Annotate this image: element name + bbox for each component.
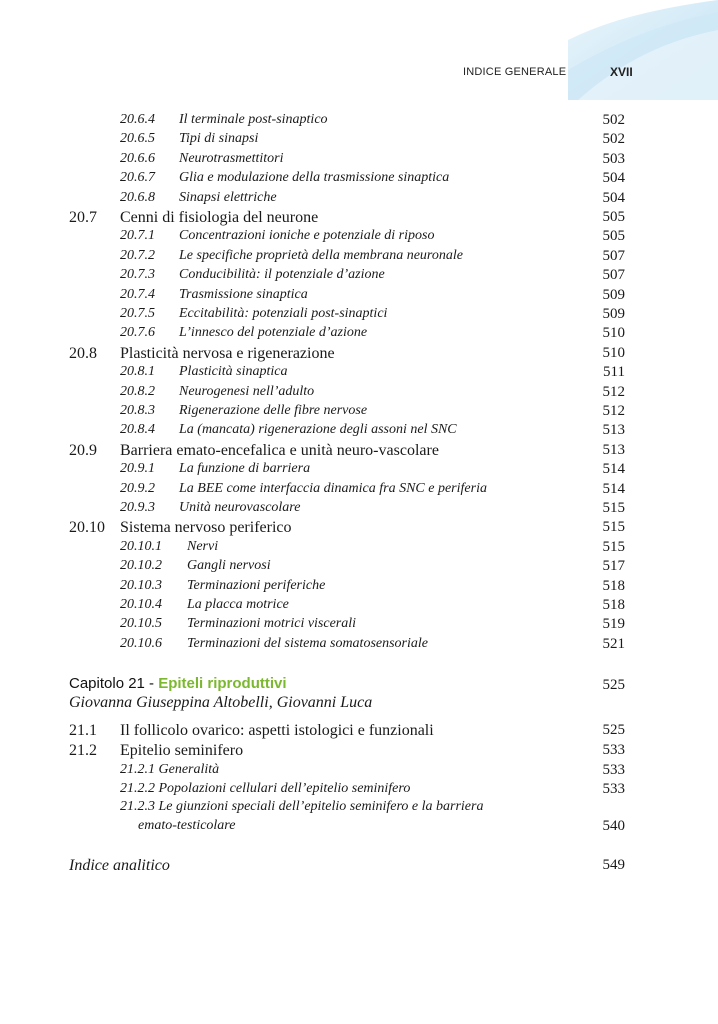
toc-entry	[0, 722, 718, 742]
toc-entry-title: Concentrazioni ioniche e potenziale di riposo	[179, 228, 435, 244]
chapter-page-number: 525	[602, 677, 625, 693]
toc-entry	[0, 267, 718, 287]
toc-entry-number: 20.10.6	[120, 635, 162, 651]
toc-entry-page: 533	[602, 742, 625, 758]
toc-entry	[0, 558, 718, 578]
toc-entry-number: 20.6.8	[120, 189, 155, 205]
toc-entry	[0, 481, 718, 501]
toc-entry-page: 549	[602, 857, 625, 873]
toc-entry-page: 504	[602, 170, 625, 187]
toc-entry-number: 20.7.5	[120, 306, 155, 321]
toc-entry	[0, 248, 718, 268]
toc-entry-page: 510	[602, 344, 625, 361]
toc-entry-page: 509	[602, 306, 625, 322]
toc-entry-index	[0, 857, 718, 877]
toc-entry-page: 515	[602, 500, 625, 516]
toc-entry-title: Terminazioni periferiche	[187, 577, 326, 593]
toc-entry	[0, 112, 718, 132]
toc-entry-number: 20.10.2	[120, 558, 162, 574]
toc-entry	[0, 325, 718, 345]
toc-entry-number: 20.8	[69, 344, 97, 362]
toc-entry-page: 515	[602, 538, 625, 555]
toc-entry-title: Conducibilità: il potenziale d’azione	[179, 267, 385, 283]
toc-entry-page: 513	[602, 422, 625, 439]
toc-entry-page: 510	[602, 325, 625, 342]
toc-entry	[0, 131, 718, 151]
toc-entry-page: 518	[602, 597, 625, 613]
toc-entry	[0, 781, 718, 801]
toc-entry-title: La funzione di barriera	[179, 461, 311, 477]
toc-entry-page: 519	[602, 616, 625, 633]
toc-entry	[0, 345, 718, 365]
toc-entry-page: 533	[602, 762, 625, 778]
toc-entry-page: 505	[602, 228, 625, 245]
toc-entry-number: 20.7.2	[120, 247, 155, 263]
toc-entry-page: 514	[602, 480, 625, 497]
toc-entry-number: 20.10.1	[120, 538, 162, 554]
toc-entry	[0, 209, 718, 229]
toc-entry-title: Neurotrasmettitori	[179, 150, 284, 166]
toc-entry	[0, 818, 718, 838]
toc-entry-title: Il follicolo ovarico: aspetti istologici e funzionali	[120, 722, 434, 739]
toc-entry-title: Le specifiche proprietà della membrana neuronale	[179, 247, 463, 263]
running-header	[0, 64, 718, 84]
toc-entry-title: Epitelio seminifero	[120, 742, 244, 759]
toc-entry-title: Rigenerazione delle fibre nervose	[179, 403, 368, 418]
toc-entry-number: 20.6.6	[120, 150, 155, 166]
toc-entry-page: 515	[602, 519, 625, 536]
toc-entry-number: 20.8.1	[120, 364, 155, 380]
toc-entry-page: 507	[602, 247, 625, 264]
toc-entry-number: 20.9.1	[120, 461, 155, 477]
toc-entry-title: Nervi	[187, 538, 219, 554]
toc-entry-number: 20.9	[69, 441, 97, 459]
toc-entry	[0, 500, 718, 520]
toc-entry-number: 20.10.4	[120, 597, 162, 612]
toc-entry-page: 511	[603, 364, 625, 381]
toc-entry-page: 512	[602, 383, 625, 400]
toc-entry-page: 514	[602, 461, 625, 478]
toc-entry-number: 21.1	[69, 722, 97, 739]
toc-entry-number: 20.8.4	[120, 422, 155, 438]
toc-entry-title: Barriera emato-encefalica e unità neuro-vascolare	[120, 441, 439, 459]
toc-entry-number: 20.8.2	[120, 383, 155, 399]
toc-entry-number: 20.10	[69, 519, 105, 537]
chapter-title: Epiteli riproduttivi	[158, 675, 287, 692]
toc-entry-number: 20.7.4	[120, 286, 155, 302]
toc-entry-page: 504	[602, 189, 625, 206]
toc-entry-number: 20.10.5	[120, 616, 162, 632]
toc-entry-number: 20.6.7	[120, 170, 155, 186]
toc-entry-page: 521	[602, 635, 625, 652]
toc-entry-page: 517	[602, 558, 625, 575]
toc-entry-page: 502	[602, 112, 625, 128]
toc-entry-title: Plasticità sinaptica	[179, 364, 288, 380]
toc-entry	[0, 442, 718, 462]
toc-entry	[0, 616, 718, 636]
toc-entry-page: 513	[602, 441, 625, 458]
toc-entry-title: 21.2.1 Generalità	[120, 762, 220, 777]
decorative-wave-graphic	[568, 0, 718, 100]
toc-entry-title: Indice analitico	[69, 857, 170, 874]
toc-entry-title: Plasticità nervosa e rigenerazione	[120, 344, 335, 362]
toc-entry-title: Tipi di sinapsi	[179, 131, 259, 147]
toc-entry-number: 20.7.6	[120, 325, 155, 341]
toc-entry	[0, 799, 718, 819]
toc-entry	[0, 151, 718, 171]
toc-entry	[0, 636, 718, 656]
toc-entry-number: 20.6.4	[120, 112, 155, 127]
toc-entry-title: Sinapsi elettriche	[179, 189, 277, 205]
toc-entry-number: 20.9.3	[120, 500, 155, 515]
toc-entry-page: 518	[602, 577, 625, 594]
chapter-prefix: Capitolo 21 -	[69, 675, 159, 692]
toc-entry-title: Sistema nervoso periferico	[120, 519, 292, 537]
toc-entry-title: Gangli nervosi	[187, 558, 271, 574]
toc-entry-page: 505	[602, 209, 625, 225]
toc-entry-title: emato-testicolare	[138, 818, 236, 833]
toc-entry	[0, 597, 718, 617]
toc-entry	[0, 170, 718, 190]
toc-entry-number: 20.6.5	[120, 131, 155, 147]
toc-entry-page: 540	[602, 818, 625, 834]
chapter-authors: Giovanna Giuseppina Altobelli, Giovanni Luca	[69, 694, 373, 711]
toc-entry-page: 533	[602, 781, 625, 797]
toc-entry-number: 20.7	[69, 209, 97, 226]
toc-entry-title: Terminazioni del sistema somatosensoriale	[187, 635, 428, 651]
toc-entry-page: 503	[602, 150, 625, 167]
toc-entry	[0, 384, 718, 404]
toc-entry-title: La placca motrice	[187, 597, 289, 612]
toc-entry	[0, 422, 718, 442]
toc-entry-page: 507	[602, 267, 625, 284]
toc-entry	[0, 190, 718, 210]
toc-entry-title: Il terminale post-sinaptico	[179, 112, 328, 127]
toc-entry	[0, 403, 718, 423]
toc-entry	[0, 742, 718, 762]
toc-entry-title: 21.2.3 Le giunzioni speciali dell’epitelio seminifero e la barriera	[120, 799, 484, 814]
toc-entry-number: 21.2	[69, 742, 97, 759]
toc-entry	[0, 539, 718, 559]
toc-entry-title: Neurogenesi nell’adulto	[179, 383, 315, 399]
running-header-title: INDICE GENERALE	[463, 66, 567, 78]
toc-entry-title: Cenni di fisiologia del neurone	[120, 209, 319, 226]
toc-entry-title: Unità neurovascolare	[179, 500, 301, 515]
toc-entry-title: 21.2.2 Popolazioni cellulari dell’epitelio seminifero	[120, 781, 411, 796]
toc-entry	[0, 762, 718, 782]
toc-entry	[0, 228, 718, 248]
toc-entry-title: Glia e modulazione della trasmissione sinaptica	[179, 170, 450, 186]
toc-entry-title: Trasmissione sinaptica	[179, 286, 308, 302]
toc-entry-number: 20.9.2	[120, 480, 155, 496]
toc-entry	[0, 461, 718, 481]
toc-entry-number: 20.7.1	[120, 228, 155, 244]
toc-entry-number: 20.10.3	[120, 577, 162, 593]
toc-entry-title: Terminazioni motrici viscerali	[187, 616, 357, 632]
toc-entry-page: 502	[602, 131, 625, 148]
toc-entry-title: Eccitabilità: potenziali post-sinaptici	[179, 306, 388, 321]
toc-entry	[0, 287, 718, 307]
toc-entry-page: 525	[602, 722, 625, 738]
running-header-page-number: XVII	[610, 65, 633, 79]
toc-entry	[0, 519, 718, 539]
toc-entry-title: La BEE come interfaccia dinamica fra SNC e periferia	[179, 480, 487, 496]
toc-entry	[0, 306, 718, 326]
toc-entry-title: La (mancata) rigenerazione degli assoni nel SNC	[179, 422, 457, 438]
toc-entry	[0, 364, 718, 384]
toc-entry-page: 509	[602, 286, 625, 303]
toc-entry-number: 20.7.3	[120, 267, 155, 283]
toc-entry-page: 512	[602, 403, 625, 419]
toc-entry-title: L’innesco del potenziale d’azione	[179, 325, 368, 341]
toc-entry	[0, 578, 718, 598]
toc-entry-number: 20.8.3	[120, 403, 155, 418]
